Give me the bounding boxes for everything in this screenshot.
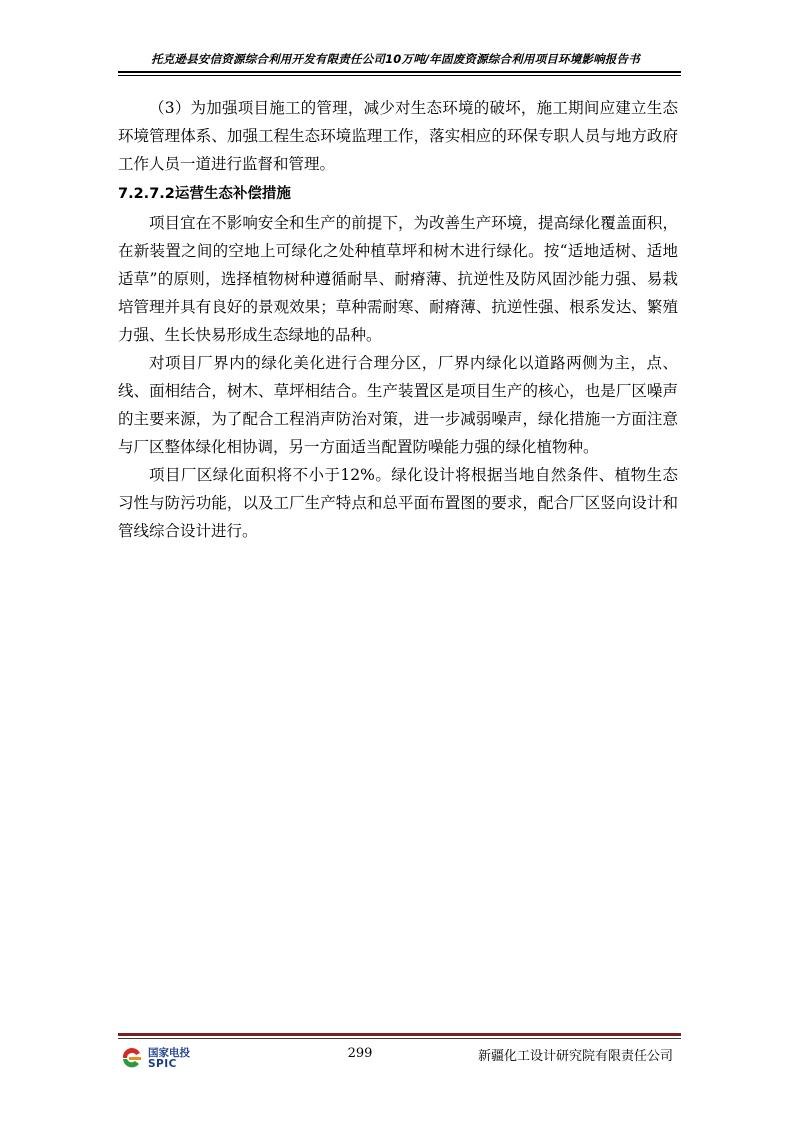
document-header-title: 托克逊县安信资源综合利用开发有限责任公司10万吨/年固废资源综合利用项目环境影响报告书: [151, 52, 640, 66]
logo-text-en: SPIC: [148, 1058, 177, 1070]
document-body: [118, 94, 678, 545]
header-rule-thick: [118, 71, 681, 73]
header-rule-thin: [118, 75, 681, 76]
paragraph-greening-zoning: 对项目厂界内的绿化美化进行合理分区，厂界内绿化以道路两侧为主，点、线、面相结合，树木、草坪相结合。生产装置区是项目生产的核心，也是厂区噪声的主要来源，为了配合工程消声防治对策，进一步减弱噪声，绿化措施一方面注意与厂区整体绿化相协调，另一方面适当配置防噪能力强的绿化植物种。: [118, 354, 678, 456]
logo-text-cn: 国家电投: [148, 1047, 190, 1059]
paragraph-greening-area: 项目厂区绿化面积将不小于12%。绿化设计将根据当地自然条件、植物生态习性与防污功能，以及工厂生产特点和总平面布置图的要求，配合厂区竖向设计和管线综合设计进行。: [118, 466, 678, 540]
footer-company-name: 新疆化工设计研究院有限责任公司: [478, 1049, 674, 1064]
paragraph-construction-management: （3）为加强项目施工的管理，减少对生态环境的破坏，施工期间应建立生态环境管理体系、加强工程生态环境监理工作，落实相应的环保专职人员与地方政府工作人员一道进行监督和管理。: [118, 99, 678, 173]
paragraph-greening-principles: 项目宜在不影响安全和生产的前提下，为改善生产环境，提高绿化覆盖面积，在新装置之间的空地上可绿化之处种植草坪和树木进行绿化。按“适地适树、适地适草”的原则，选择植物树种遵循耐旱、耐瘠薄、抗逆性及防风固沙能力强、易栽培管理并具有良好的景观效果；草种需耐寒、耐瘠薄、抗逆性强、根系发达、繁殖力强、生长快易形成生态绿地的品种。: [118, 214, 678, 344]
footer-rule-thick: [118, 1033, 681, 1036]
footer-rule-thin: [118, 1038, 681, 1039]
section-heading-ecological-compensation: 7.2.7.2运营生态补偿措施: [118, 186, 291, 202]
page-number: 299: [347, 1046, 373, 1061]
spic-logo-icon: [120, 1046, 144, 1070]
spic-logo: [120, 1044, 200, 1074]
